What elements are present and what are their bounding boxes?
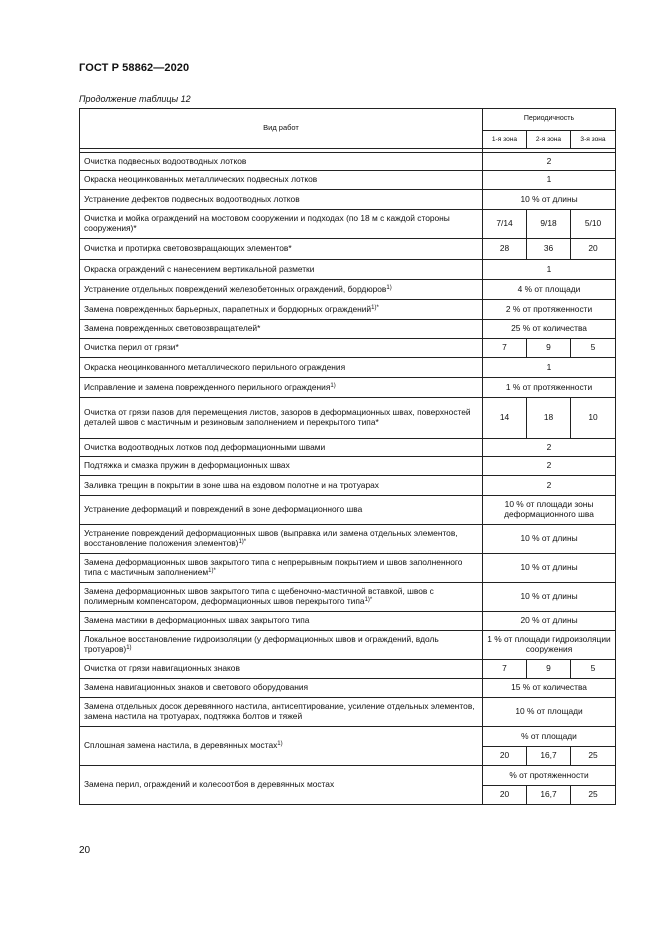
periodicity-all-zones: 10 % от длины <box>483 554 616 583</box>
zone-2-value: 36 <box>527 239 571 260</box>
work-name: Очистка перил от грязи <box>84 342 176 353</box>
zone-3-value: 25 <box>571 747 616 766</box>
column-header-zone-1: 1-я зона <box>483 131 527 149</box>
table-row <box>80 300 616 320</box>
work-name: Замена деформационных швов закрытого типа с непрерывным покрытием и швов заполненного типа с мастичным заполнением <box>84 557 463 577</box>
work-name: Локальное восстановление гидроизоляции (у деформационных швов и ограждений, вдоль тротуаров) <box>84 634 439 654</box>
column-header-work: Вид работ <box>80 109 483 149</box>
footnote-mark: 1)* <box>364 597 373 603</box>
work-name: Окраска неоцинкованных металлических подвесных лотков <box>84 174 318 185</box>
work-name-cell <box>80 171 483 190</box>
table-row <box>80 378 616 398</box>
table-row <box>80 190 616 210</box>
work-name-cell <box>80 398 483 439</box>
work-name: Замена деформационных швов закрытого типа с щебеночно-мастичной вставкой, швов с полимерным компенсатором, деформационных швов перекрытого типа <box>84 586 434 606</box>
work-name: Очистка водоотводных лотков под деформационными швами <box>84 441 326 452</box>
work-name: Очистка от грязи навигационных знаков <box>84 663 240 674</box>
work-name: Устранение дефектов подвесных водоотводных лотков <box>84 193 300 204</box>
periodicity-all-zones: 25 % от количества <box>483 320 616 339</box>
zone-1-value: 7 <box>483 339 527 358</box>
periodicity-all-zones: 1 % от площади гидроизоляции сооружения <box>483 631 616 660</box>
footnote-mark: 1) <box>126 645 132 651</box>
table-row <box>80 457 616 476</box>
table-row <box>80 476 616 496</box>
work-name: Устранение отдельных повреждений железобетонных ограждений, бордюров <box>84 283 387 294</box>
table-row <box>80 239 616 260</box>
footnote-mark: 1) <box>330 382 336 389</box>
work-name-cell <box>80 358 483 378</box>
zone-2-value: 16,7 <box>527 786 571 805</box>
table-caption: Продолжение таблицы 12 <box>79 94 191 104</box>
document-standard-number: ГОСТ Р 58862—2020 <box>79 62 190 74</box>
table-row <box>80 554 616 583</box>
table-row <box>80 320 616 339</box>
work-name-cell <box>80 525 483 554</box>
table-row <box>80 583 616 612</box>
works-table <box>79 108 616 805</box>
periodicity-all-zones: 1 % от протяженности <box>483 378 616 398</box>
zone-1-value: 20 <box>483 786 527 805</box>
zone-1-value: 20 <box>483 747 527 766</box>
work-name-cell <box>80 260 483 280</box>
work-name-cell <box>80 612 483 631</box>
asterisk-mark: * <box>133 223 137 233</box>
work-name-cell <box>80 766 483 805</box>
zone-1-value: 7 <box>483 660 527 679</box>
table-row <box>80 612 616 631</box>
work-name-cell <box>80 727 483 766</box>
zone-2-value: 18 <box>527 398 571 439</box>
table-row <box>80 698 616 727</box>
table-row <box>80 358 616 378</box>
periodicity-all-zones: 10 % от длины <box>483 190 616 210</box>
work-name-cell <box>80 378 483 398</box>
work-name-cell <box>80 280 483 300</box>
work-name: Устранение повреждений деформационных швов (выправка или замена отдельных элементов, восстановление положения элементов) <box>84 528 458 548</box>
periodicity-all-zones: 10 % от длины <box>483 525 616 554</box>
periodicity-all-zones: 2 <box>483 457 616 476</box>
work-name: Замена поврежденных световозвращателей <box>84 323 258 334</box>
zone-3-value: 5 <box>571 660 616 679</box>
work-name: Замена мастики в деформационных швах закрытого типа <box>84 615 310 626</box>
zone-1-value: 7/14 <box>483 210 527 239</box>
work-name: Очистка от грязи пазов для перемещения листов, зазоров в деформационных швах, поверхностей деталей швов с мастичным и резиновым заполнением и перекрытого типа <box>84 407 471 427</box>
table-row <box>80 766 616 786</box>
zone-3-value: 5/10 <box>571 210 616 239</box>
work-name-cell <box>80 153 483 171</box>
table-row <box>80 339 616 358</box>
work-name: Очистка и протирка световозвращающих элементов <box>84 243 289 254</box>
zone-2-value: 16,7 <box>527 747 571 766</box>
zone-3-value: 5 <box>571 339 616 358</box>
periodicity-all-zones: 10 % от длины <box>483 583 616 612</box>
zone-2-value: 9/18 <box>527 210 571 239</box>
periodicity-all-zones: 1 <box>483 171 616 190</box>
work-name-cell <box>80 239 483 260</box>
periodicity-all-zones: 2 % от протяженности <box>483 300 616 320</box>
table-body <box>80 149 616 805</box>
work-name: Замена перил, ограждений и колесоотбоя в деревянных мостах <box>84 779 335 790</box>
periodicity-all-zones: 2 <box>483 439 616 457</box>
work-name: Замена поврежденных барьерных, парапетных и бордюрных ограждений <box>84 303 372 314</box>
work-name: Очистка подвесных водоотводных лотков <box>84 155 247 166</box>
page-number: 20 <box>79 845 91 856</box>
periodicity-all-zones: 2 <box>483 476 616 496</box>
work-name: Окраска ограждений с нанесением вертикальной разметки <box>84 263 315 274</box>
table-row <box>80 439 616 457</box>
table-row <box>80 496 616 525</box>
table-row <box>80 260 616 280</box>
work-name: Устранение деформаций и повреждений в зоне деформационного шва <box>84 504 363 515</box>
asterisk-mark: * <box>288 243 292 254</box>
work-name-cell <box>80 439 483 457</box>
column-header-zone-3: 3-я зона <box>571 131 616 149</box>
work-name-cell <box>80 496 483 525</box>
table-row <box>80 171 616 190</box>
asterisk-mark: * <box>375 417 379 427</box>
zone-3-value: 25 <box>571 786 616 805</box>
work-name-cell <box>80 554 483 583</box>
work-name-cell <box>80 320 483 339</box>
footnote-mark: 1) <box>277 741 283 748</box>
work-name: Замена отдельных досок деревянного настила, антисептирование, усиление отдельных элементов, замена настила на тротуарах, подтяжка болтов и тяжей <box>84 701 475 721</box>
zone-1-value: 28 <box>483 239 527 260</box>
periodicity-all-zones: 2 <box>483 153 616 171</box>
footnote-mark: 1)* <box>371 304 379 311</box>
periodicity-all-zones: 10 % от площади зоны деформационного шва <box>483 496 616 525</box>
table-row <box>80 398 616 439</box>
footnote-mark: 1) <box>386 284 392 291</box>
table-row <box>80 727 616 747</box>
work-name: Исправление и замена поврежденного перильного ограждения <box>84 381 331 392</box>
table-row <box>80 280 616 300</box>
table-row <box>80 525 616 554</box>
work-name-cell <box>80 679 483 698</box>
table-row <box>80 631 616 660</box>
work-name: Замена навигационных знаков и светового оборудования <box>84 682 309 693</box>
table-row <box>80 153 616 171</box>
work-name-cell <box>80 698 483 727</box>
table-row <box>80 660 616 679</box>
periodicity-all-zones: 4 % от площади <box>483 280 616 300</box>
work-name: Сплошная замена настила, в деревянных мостах <box>84 740 278 751</box>
work-name-cell <box>80 210 483 239</box>
periodicity-all-zones: 20 % от длины <box>483 612 616 631</box>
footnote-mark: 1)* <box>238 539 247 545</box>
work-name-cell <box>80 631 483 660</box>
work-name-cell <box>80 300 483 320</box>
periodicity-unit: % от площади <box>483 727 616 747</box>
work-name-cell <box>80 339 483 358</box>
periodicity-all-zones: 15 % от количества <box>483 679 616 698</box>
asterisk-mark: * <box>175 342 179 353</box>
zone-1-value: 14 <box>483 398 527 439</box>
work-name: Окраска неоцинкованного металлического перильного ограждения <box>84 361 346 372</box>
zone-3-value: 10 <box>571 398 616 439</box>
periodicity-all-zones: 1 <box>483 358 616 378</box>
asterisk-mark: * <box>257 323 261 334</box>
zone-2-value: 9 <box>527 339 571 358</box>
periodicity-all-zones: 1 <box>483 260 616 280</box>
work-name-cell <box>80 457 483 476</box>
work-name: Заливка трещин в покрытии в зоне шва на ездовом полотне и на тротуарах <box>84 479 379 490</box>
work-name-cell <box>80 190 483 210</box>
work-name-cell <box>80 660 483 679</box>
table-row <box>80 210 616 239</box>
periodicity-all-zones: 10 % от площади <box>483 698 616 727</box>
periodicity-unit: % от протяженности <box>483 766 616 786</box>
table-row <box>80 679 616 698</box>
footnote-mark: 1)* <box>208 568 216 574</box>
work-name: Подтяжка и смазка пружин в деформационных швах <box>84 460 290 471</box>
work-name-cell <box>80 583 483 612</box>
work-name: Очистка и мойка ограждений на мостовом сооружении и подходах (по 18 м с каждой стороны сооружения) <box>84 213 450 233</box>
zone-2-value: 9 <box>527 660 571 679</box>
column-header-zone-2: 2-я зона <box>527 131 571 149</box>
column-header-periodicity: Периодичность <box>483 109 616 131</box>
zone-3-value: 20 <box>571 239 616 260</box>
work-name-cell <box>80 476 483 496</box>
